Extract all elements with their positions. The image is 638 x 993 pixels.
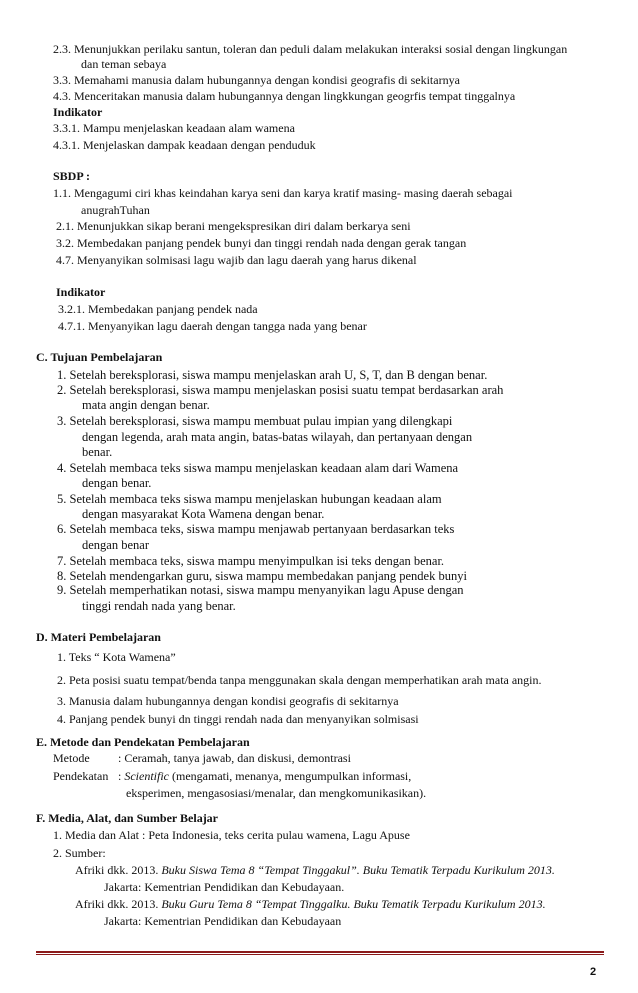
section-heading-metode: E. Metode dan Pendekatan Pembelajaran: [36, 735, 250, 749]
media-line: 2. Sumber:: [53, 846, 106, 860]
tujuan-line: 4. Setelah membaca teks siswa mampu menjelaskan keadaan alam dari Wamena: [57, 461, 459, 475]
reference-line: Afriki dkk. 2013. Buku Guru Tema 8 “Tempat Tinggalku. Buku Tematik Terpadu Kurikulum 2013.: [75, 897, 546, 911]
kd-line: 2.3. Menunjukkan perilaku santun, toleran dan peduli dalam melakukan interaksi sosial dengan lingkungan: [53, 42, 568, 56]
footer-rule-thin: [36, 954, 604, 955]
indikator-line: 4.3.1. Menjelaskan dampak keadaan dengan penduduk: [53, 138, 316, 152]
sbdp-line: 1.1. Mengagumi ciri khas keindahan karya seni dan karya kratif masing- masing daerah sebagai: [53, 186, 513, 200]
materi-line: 3. Manusia dalam hubungannya dengan kondisi geografis di sekitarnya: [57, 694, 399, 708]
tujuan-line: dengan benar: [82, 538, 149, 552]
tujuan-line: 2. Setelah bereksplorasi, siswa mampu menjelaskan posisi suatu tempat berdasarkan arah: [57, 383, 504, 397]
indikator-heading: Indikator: [56, 285, 106, 299]
tujuan-line: dengan masyarakat Kota Wamena dengan benar.: [82, 507, 325, 521]
footer-rule: [36, 951, 604, 953]
kd-line: 4.3. Menceritakan manusia dalam hubungannya dengan lingkkungan geogrfis tempat tinggalnya: [53, 89, 516, 103]
indikator-line: 4.7.1. Menyanyikan lagu daerah dengan tangga nada yang benar: [58, 319, 367, 333]
pendekatan-line: eksperimen, mengasosiasi/menalar, dan mengkomunikasikan).: [126, 786, 427, 800]
media-line: 1. Media dan Alat : Peta Indonesia, teks cerita pulau wamena, Lagu Apuse: [53, 828, 410, 842]
tujuan-line: 9. Setelah memperhatikan notasi, siswa mampu menyanyikan lagu Apuse dengan: [57, 583, 464, 597]
kd-line: dan teman sebaya: [81, 57, 167, 71]
sbdp-heading: SBDP :: [53, 169, 91, 183]
pendekatan-label: Pendekatan: [53, 769, 109, 783]
section-heading-media: F. Media, Alat, dan Sumber Belajar: [36, 811, 219, 825]
tujuan-line: dengan benar.: [82, 476, 152, 490]
materi-line: 1. Teks “ Kota Wamena”: [57, 650, 176, 664]
tujuan-line: 5. Setelah membaca teks siswa mampu menjelaskan hubungan keadaan alam: [57, 492, 442, 506]
tujuan-line: mata angin dengan benar.: [82, 398, 210, 412]
metode-label: Metode: [53, 751, 90, 765]
indikator-heading: Indikator: [53, 105, 103, 119]
page-number: 2: [590, 966, 597, 978]
tujuan-line: dengan legenda, arah mata angin, batas-batas wilayah, dan pertanyaan dengan: [82, 430, 473, 444]
indikator-line: 3.3.1. Mampu menjelaskan keadaan alam wamena: [53, 121, 295, 135]
sbdp-line: 2.1. Menunjukkan sikap berani mengekspresikan diri dalam berkarya seni: [56, 219, 411, 233]
reference-line: Jakarta: Kementrian Pendidikan dan Kebudayaan: [104, 914, 342, 928]
sbdp-line: 4.7. Menyanyikan solmisasi lagu wajib dan lagu daerah yang harus dikenal: [56, 253, 417, 267]
section-heading-tujuan: C. Tujuan Pembelajaran: [36, 350, 163, 364]
tujuan-line: tinggi rendah nada yang benar.: [82, 599, 236, 613]
materi-line: 2. Peta posisi suatu tempat/benda tanpa menggunakan skala dengan memperhatikan arah mata angin.: [57, 673, 542, 687]
pendekatan-value: : Scientific (mengamati, menanya, mengumpulkan informasi,: [118, 769, 412, 783]
reference-line: Jakarta: Kementrian Pendidikan dan Kebudayaan.: [104, 880, 345, 894]
tujuan-line: 1. Setelah bereksplorasi, siswa mampu menjelaskan arah U, S, T, dan B dengan benar.: [57, 368, 488, 382]
section-heading-materi: D. Materi Pembelajaran: [36, 630, 161, 644]
tujuan-line: 7. Setelah membaca teks, siswa mampu menyimpulkan isi teks dengan benar.: [57, 554, 445, 568]
pendekatan-scientific: Scientific: [124, 769, 169, 783]
metode-value: : Ceramah, tanya jawab, dan diskusi, demontrasi: [118, 751, 351, 765]
tujuan-line: 8. Setelah mendengarkan guru, siswa mampu membedakan panjang pendek bunyi: [57, 569, 467, 583]
sbdp-line: anugrahTuhan: [81, 203, 150, 217]
materi-line: 4. Panjang pendek bunyi dn tinggi rendah nada dan menyanyikan solmisasi: [57, 712, 419, 726]
reference-line: Afriki dkk. 2013. Buku Siswa Tema 8 “Tempat Tinggakul”. Buku Tematik Terpadu Kurikulum 2013.: [75, 863, 555, 877]
tujuan-line: benar.: [82, 445, 113, 459]
tujuan-line: 3. Setelah bereksplorasi, siswa mampu membuat pulau impian yang dilengkapi: [57, 414, 453, 428]
sbdp-line: 3.2. Membedakan panjang pendek bunyi dan tinggi rendah nada dengan gerak tangan: [56, 236, 467, 250]
kd-line: 3.3. Memahami manusia dalam hubungannya dengan kondisi geografis di sekitarnya: [53, 73, 460, 87]
tujuan-line: 6. Setelah membaca teks, siswa mampu menjawab pertanyaan berdasarkan teks: [57, 522, 455, 536]
indikator-line: 3.2.1. Membedakan panjang pendek nada: [58, 302, 258, 316]
